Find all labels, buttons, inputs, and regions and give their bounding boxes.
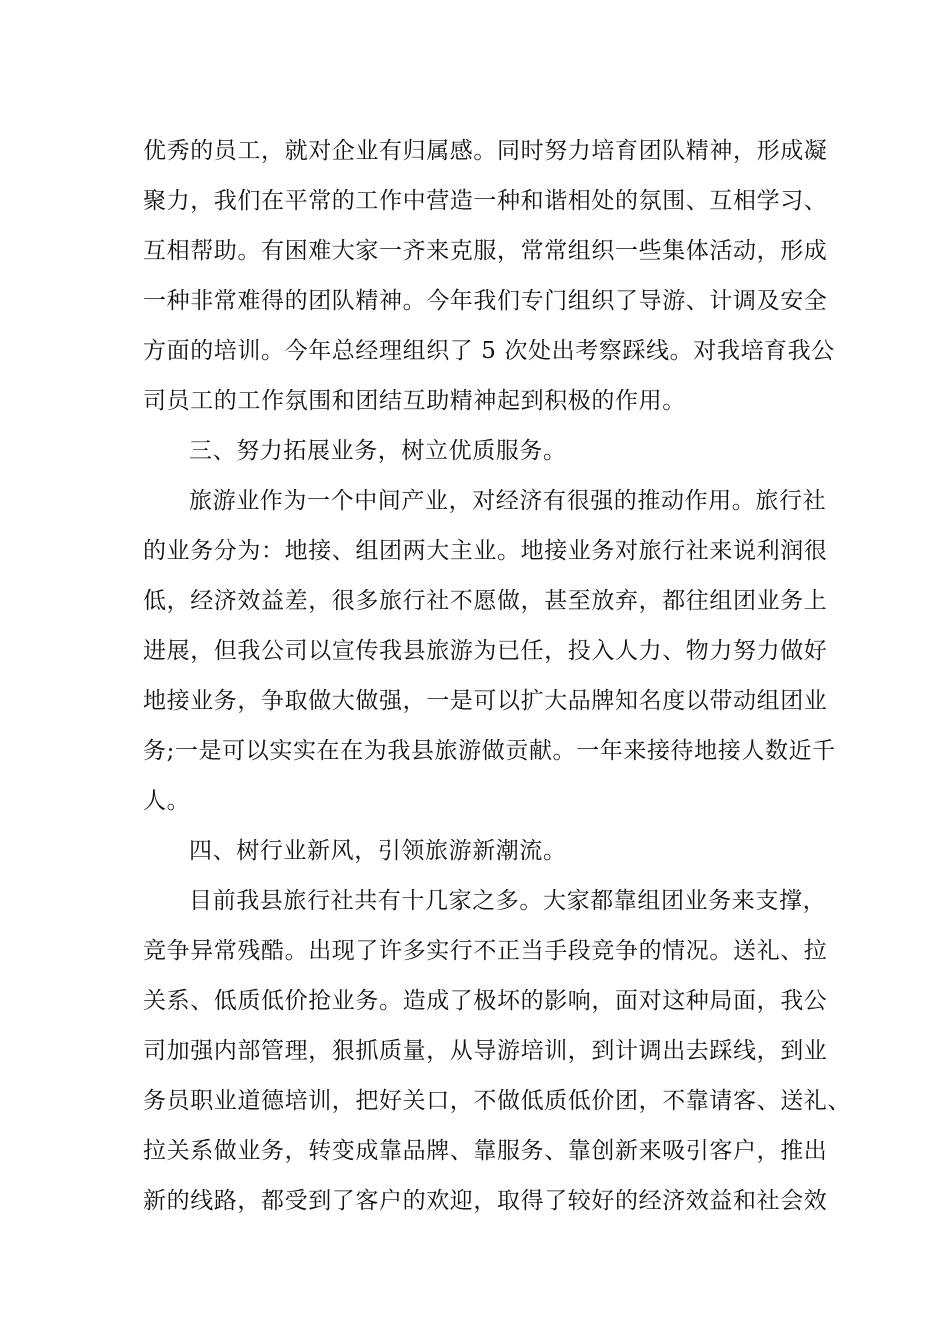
section-heading: 三、努力拓展业务，树立优质服务。 <box>189 438 567 464</box>
body-text-line: 旅游业作为一个中间产业，对经济有很强的推动作用。旅行社 <box>189 488 827 514</box>
body-text-line: 务;一是可以实实在在为我县旅游做贡献。一年来接待地接人数近千 <box>143 738 836 764</box>
body-text-line: 进展，但我公司以宣传我县旅游为已任，投入人力、物力努力做好 <box>143 638 828 664</box>
body-text-line: 低，经济效益差，很多旅行社不愿做，甚至放弃，都往组团业务上 <box>143 588 828 614</box>
body-text-line: 司加强内部管理，狠抓质量，从导游培训，到计调出去踩线，到业 <box>143 1038 828 1064</box>
body-text-line: 方面的培训。今年总经理组织了 5 次处出考察踩线。对我培育我公 <box>143 338 835 364</box>
body-text-line: 新的线路，都受到了客户的欢迎，取得了较好的经济效益和社会效 <box>143 1188 828 1214</box>
body-text-line: 司员工的工作氛围和团结互助精神起到积极的作用。 <box>143 388 686 414</box>
body-text-line: 务员职业道德培训，把好关口，不做低质低价团，不靠请客、送礼、 <box>143 1088 851 1114</box>
body-text-line: 的业务分为：地接、组团两大主业。地接业务对旅行社来说利润很 <box>143 538 828 564</box>
body-text-line: 地接业务，争取做大做强，一是可以扩大品牌知名度以带动组团业 <box>143 688 828 714</box>
body-text-line: 优秀的员工，就对企业有归属感。同时努力培育团队精神，形成凝 <box>143 138 828 164</box>
body-text-line: 目前我县旅行社共有十几家之多。大家都靠组团业务来支撑， <box>189 888 827 914</box>
body-text-line: 人。 <box>143 788 191 814</box>
body-text-line: 拉关系做业务，转变成靠品牌、靠服务、靠创新来吸引客户，推出 <box>143 1138 828 1164</box>
body-text-line: 关系、低质低价抢业务。造成了极坏的影响，面对这种局面，我公 <box>143 988 828 1014</box>
body-text-line: 一种非常难得的团队精神。今年我们专门组织了导游、计调及安全 <box>143 288 828 314</box>
body-text-line: 互相帮助。有困难大家一齐来克服，常常组织一些集体活动，形成 <box>143 238 828 264</box>
body-text-line: 竞争异常残酷。出现了许多实行不正当手段竞争的情况。送礼、拉 <box>143 938 828 964</box>
section-heading: 四、树行业新风，引领旅游新潮流。 <box>189 838 567 864</box>
body-text-line: 聚力，我们在平常的工作中营造一种和谐相处的氛围、互相学习、 <box>143 188 828 214</box>
